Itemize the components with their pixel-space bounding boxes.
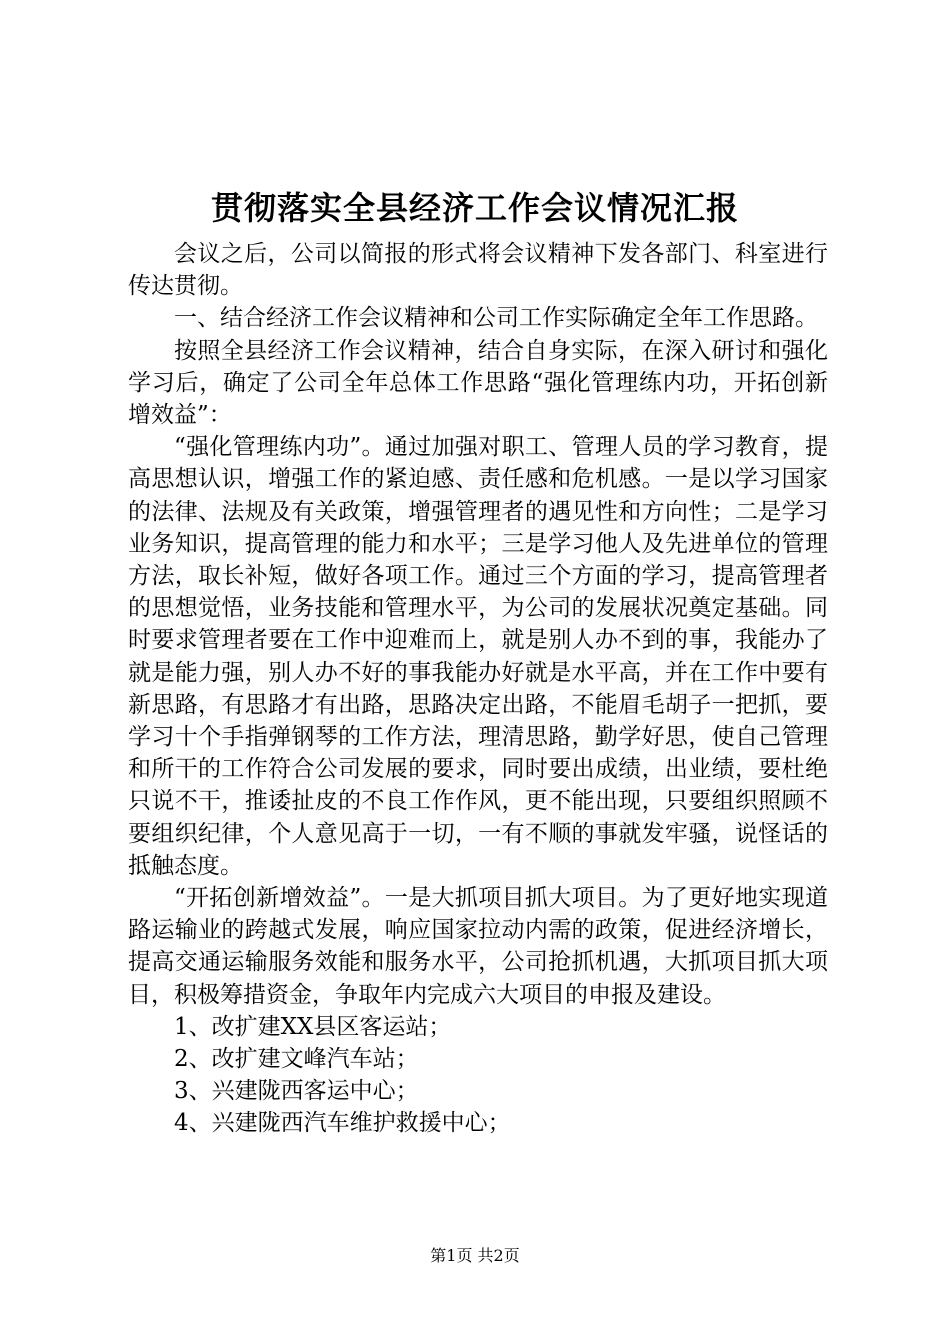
list-item: 2、改扩建文峰汽车站； bbox=[174, 1046, 419, 1073]
list-item: 4、兴建陇西汽车维护救援中心； bbox=[174, 1110, 511, 1137]
document-title: 贯彻落实全县经济工作会议情况汇报 bbox=[210, 189, 739, 227]
document-body bbox=[128, 238, 828, 1140]
list-item: 1、改扩建XX县区客运站； bbox=[174, 1013, 452, 1040]
paragraph-work-approach: 按照全县经济工作会议精神，结合自身实际，在深入研讨和强化学习后，确定了公司全年总体工作思路“强化管理练内功，开拓创新增效益”： bbox=[128, 337, 828, 429]
paragraph-strengthen-management: “强化管理练内功”。通过加强对职工、管理人员的学习教育，提高思想认识，增强工作的紧迫感、责任感和危机感。一是以学习国家的法律、法规及有关政策，增强管理者的遇见性和方向性；二是学习业务知识，提高管理的能力和水平；三是学习他人及先进单位的管理方法，取长补短，做好各项工作。通过三个方面的学习，提高管理者的思想觉悟，业务技能和管理水平，为公司的发展状况奠定基础。同时要求管理者要在工作中迎难而上，就是别人办不到的事，我能办了就是能力强，别人办不好的事我能办好就是水平高，并在工作中要有新思路，有思路才有出路，思路决定出路，不能眉毛胡子一把抓，要学习十个手指弹钢琴的工作方法，理清思路，勤学好思，使自己管理和所干的工作符合公司发展的要求，同时要出成绩，出业绩，要杜绝只说不干，推诿扯皮的不良工作作风，更不能出现，只要组织照顾不要组织纪律，个人意见高于一切，一有不顺的事就发牢骚，说怪话的抵触态度。 bbox=[128, 434, 828, 879]
paragraph-intro: 会议之后，公司以简报的形式将会议精神下发各部门、科室进行传达贯彻。 bbox=[128, 241, 828, 300]
paragraph-innovation-benefits: “开拓创新增效益”。一是大抓项目抓大项目。为了更好地实现道路运输业的跨越式发展，响应国家拉动内需的政策，促进经济增长，提高交通运输服务效能和服务水平，公司抢抓机遇，大抓项目抓大项目，积极筹措资金，争取年内完成六大项目的申报及建设。 bbox=[128, 885, 828, 1008]
page-footer: 第1页 共2页 bbox=[430, 1246, 520, 1265]
list-item: 3、兴建陇西客运中心； bbox=[174, 1078, 419, 1105]
paragraph-section-heading: 一、结合经济工作会议精神和公司工作实际确定全年工作思路。 bbox=[174, 305, 818, 332]
